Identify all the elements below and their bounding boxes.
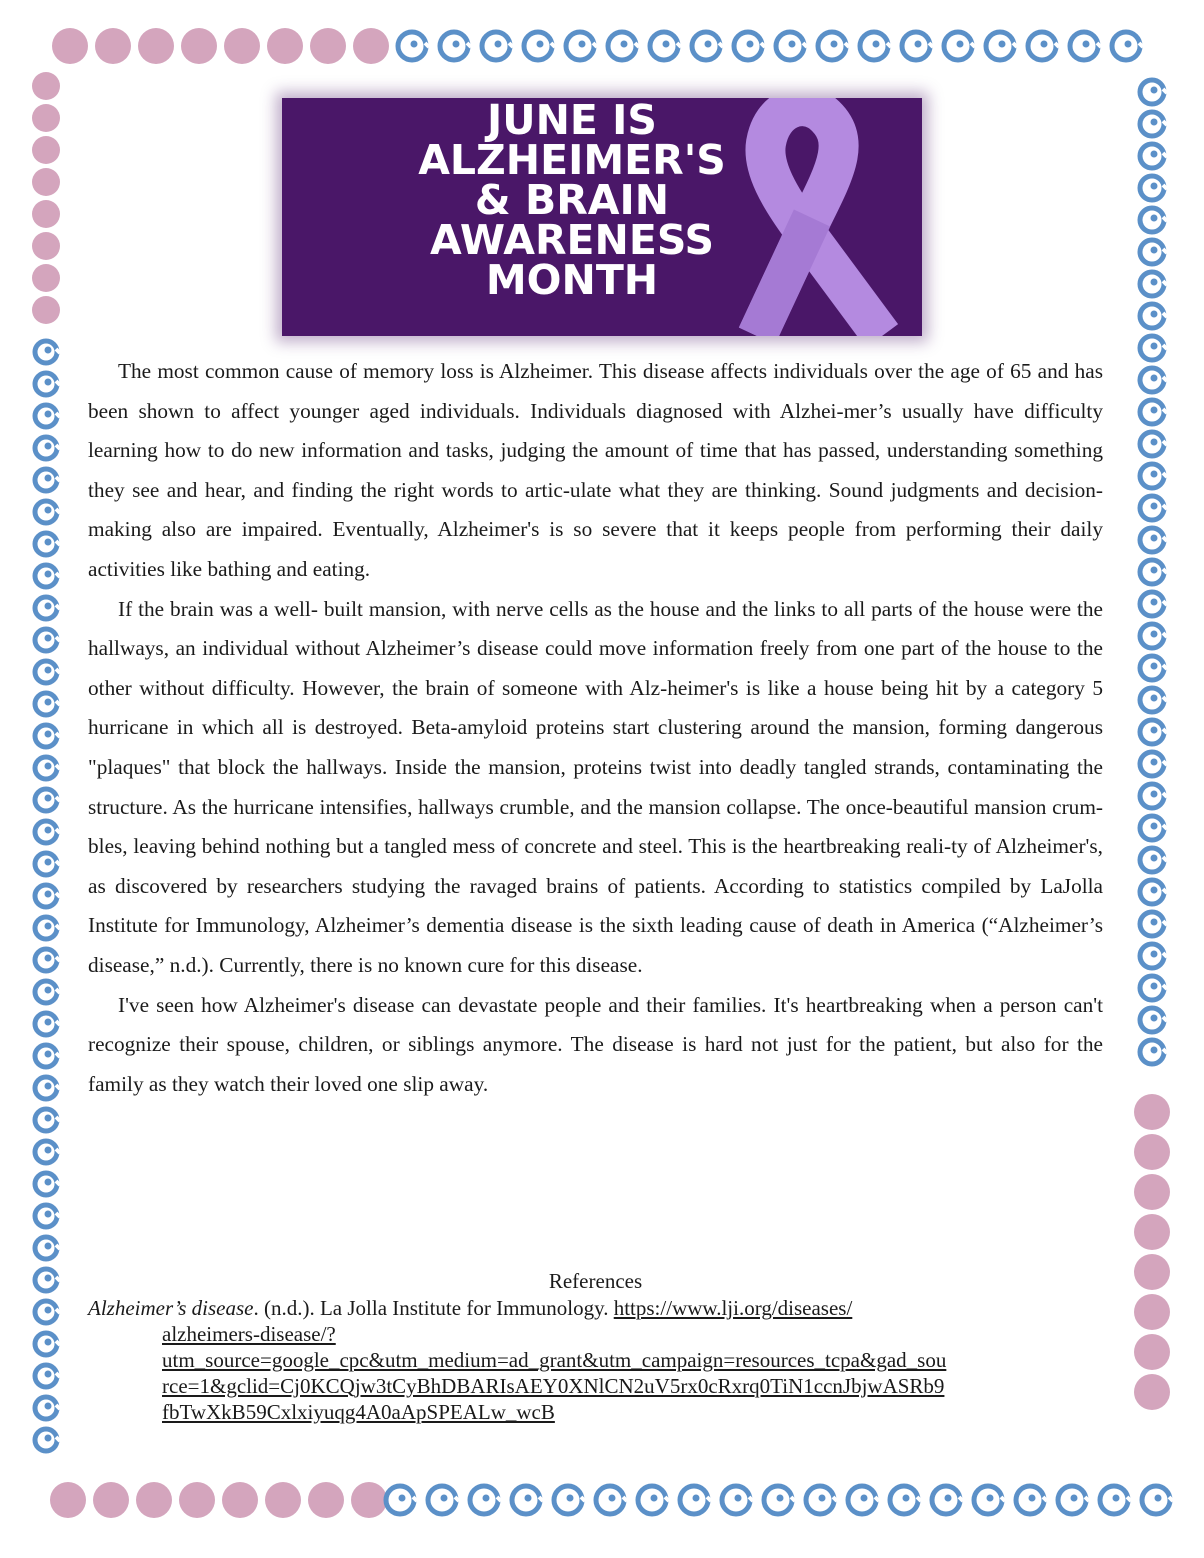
pink-dot bbox=[32, 200, 60, 228]
blue-swirl bbox=[1140, 368, 1167, 392]
pink-dot bbox=[265, 1482, 301, 1518]
blue-swirl bbox=[524, 32, 555, 60]
pink-dot bbox=[138, 28, 174, 64]
blue-swirl bbox=[722, 1486, 753, 1514]
pink-dot bbox=[50, 1482, 86, 1518]
blue-swirl bbox=[1140, 592, 1167, 616]
blue-swirl bbox=[1140, 752, 1167, 776]
pink-dot bbox=[224, 28, 260, 64]
banner-line: & BRAIN bbox=[474, 176, 670, 224]
blue-swirl bbox=[974, 1486, 1005, 1514]
blue-swirl bbox=[1140, 272, 1167, 296]
blue-swirl bbox=[890, 1486, 921, 1514]
blue-swirl bbox=[35, 373, 60, 395]
paragraph: The most common cause of memory loss is Alzheimer. This disease affects individuals over the age of 65 and has been shown to affect younger aged individuals. Individuals diagnosed with Alzhei-mer’s usually have difficulty learning how to do new information and tasks, judging the amount of time that has passed, understanding something they see and hear, and finding the right words to artic-ulate what they are thinking. Sound judgments and decision-making also are impaired. Eventually, Alzheimer's is so severe that it keeps people from performing their daily activities like bathing and eating. bbox=[88, 359, 1103, 581]
blue-swirl bbox=[35, 597, 60, 619]
paragraph: If the brain was a well- built mansion, with nerve cells as the house and the links to all parts of the house were the hallways, an individual without Alzheimer’s disease could move information freely from one part of the house to the other without difficulty. However, the brain of someone with Alz-heimer's is like a house being hit by a category 5 hurricane in which all is destroyed. Beta-amyloid proteins start clustering around the mansion, forming dangerous "plaques" that block the hallways. Inside the mansion, proteins twist into deadly tangled strands, contaminating the structure. As the hurricane intensifies, hallways crumble, and the mansion collapse. The once-beautiful mansion crum-bles, leaving behind nothing but a tangled mess of concrete and steel. This is the heartbreaking reali-ty of Alzheimer's, as discovered by researchers studying the ravaged brains of patients. According to statistics compiled by LaJolla Institute for Immunology, Alzheimer’s dementia disease is the sixth leading cause of death in America (“Alzheimer’s disease,” n.d.). Currently, there is no known cure for this disease. bbox=[88, 596, 1103, 977]
blue-swirl bbox=[806, 1486, 837, 1514]
blue-swirl bbox=[35, 1173, 60, 1195]
pink-dot bbox=[136, 1482, 172, 1518]
pink-dot bbox=[32, 232, 60, 260]
reference-source: . (n.d.). La Jolla Institute for Immunology. bbox=[253, 1296, 614, 1320]
blue-swirl bbox=[1140, 496, 1167, 520]
pink-dot bbox=[267, 28, 303, 64]
pink-dot bbox=[52, 28, 88, 64]
blue-swirl bbox=[35, 1109, 60, 1131]
blue-swirl bbox=[428, 1486, 459, 1514]
blue-swirl bbox=[680, 1486, 711, 1514]
blue-swirl bbox=[35, 533, 60, 555]
pink-dot bbox=[1134, 1094, 1170, 1130]
blue-swirl bbox=[1140, 624, 1167, 648]
blue-swirl bbox=[1140, 784, 1167, 808]
pink-dot bbox=[179, 1482, 215, 1518]
blue-swirl bbox=[35, 341, 60, 363]
blue-swirl bbox=[482, 32, 513, 60]
blue-swirl bbox=[1140, 304, 1167, 328]
pink-dot bbox=[32, 168, 60, 196]
pink-dot bbox=[32, 296, 60, 324]
reference-link[interactable]: alzheimers-disease/? bbox=[162, 1322, 336, 1346]
blue-swirl bbox=[1140, 1040, 1167, 1064]
reference-link[interactable]: https://www.lji.org/diseases/ bbox=[613, 1296, 853, 1320]
paragraph: I've seen how Alzheimer's disease can devastate people and their families. It's heartbreaking when a person can't recognize their spouse, children, or siblings anymore. The disease is hard not just for the patient, but also for the family as they watch their loved one slip away. bbox=[88, 992, 1103, 1096]
pink-dot bbox=[1134, 1374, 1170, 1410]
pink-dot bbox=[1134, 1214, 1170, 1250]
blue-swirl bbox=[440, 32, 471, 60]
blue-swirl bbox=[35, 885, 60, 907]
blue-swirl bbox=[35, 1045, 60, 1067]
blue-swirl bbox=[848, 1486, 879, 1514]
blue-swirl bbox=[860, 32, 891, 60]
blue-swirl bbox=[734, 32, 765, 60]
blue-swirl bbox=[1140, 400, 1167, 424]
blue-swirl bbox=[35, 405, 60, 427]
blue-swirl bbox=[1140, 1008, 1167, 1032]
blue-swirl bbox=[35, 437, 60, 459]
pink-dot bbox=[1134, 1134, 1170, 1170]
blue-swirl bbox=[35, 949, 60, 971]
blue-swirl bbox=[1140, 944, 1167, 968]
blue-swirl bbox=[1140, 112, 1167, 136]
reference-link[interactable]: rce=1&gclid=Cj0KCQjw3tCyBhDBARIsAEY0XNlCN2uV5rx0cRxrq0TiN1ccnJbjwASRb9 bbox=[162, 1374, 945, 1398]
blue-swirl bbox=[818, 32, 849, 60]
blue-swirl bbox=[35, 1301, 60, 1323]
blue-swirl bbox=[986, 32, 1017, 60]
pink-dot bbox=[95, 28, 131, 64]
pink-dot bbox=[353, 28, 389, 64]
blue-swirl bbox=[1140, 816, 1167, 840]
awareness-banner bbox=[282, 98, 922, 336]
blue-swirl bbox=[1140, 560, 1167, 584]
blue-swirl bbox=[1140, 912, 1167, 936]
pink-dot bbox=[1134, 1334, 1170, 1370]
blue-swirl bbox=[554, 1486, 585, 1514]
blue-swirl bbox=[1140, 80, 1167, 104]
reference-title: Alzheimer’s disease bbox=[88, 1296, 254, 1320]
blue-swirl bbox=[1142, 1486, 1173, 1514]
blue-swirl bbox=[35, 661, 60, 683]
pink-dot bbox=[32, 72, 60, 100]
pink-dot bbox=[310, 28, 346, 64]
pink-dot bbox=[32, 104, 60, 132]
blue-swirl bbox=[692, 32, 723, 60]
pink-dot bbox=[181, 28, 217, 64]
blue-swirl bbox=[35, 1205, 60, 1227]
blue-swirl bbox=[35, 1077, 60, 1099]
blue-swirl bbox=[902, 32, 933, 60]
blue-swirl bbox=[35, 1333, 60, 1355]
blue-swirl bbox=[1112, 32, 1143, 60]
pink-dot bbox=[351, 1482, 387, 1518]
pink-dot bbox=[93, 1482, 129, 1518]
blue-swirl bbox=[650, 32, 681, 60]
blue-swirl bbox=[35, 789, 60, 811]
blue-swirl bbox=[776, 32, 807, 60]
blue-swirl bbox=[470, 1486, 501, 1514]
blue-swirl bbox=[398, 32, 429, 60]
blue-swirl bbox=[1140, 688, 1167, 712]
blue-swirl bbox=[932, 1486, 963, 1514]
blue-swirl bbox=[35, 1365, 60, 1387]
banner-line: MONTH bbox=[485, 256, 659, 304]
blue-swirl bbox=[35, 981, 60, 1003]
blue-swirl bbox=[35, 1429, 60, 1451]
references-heading: References bbox=[548, 1269, 643, 1293]
blue-swirl bbox=[35, 1141, 60, 1163]
reference-link[interactable]: fbTwXkB59Cxlxiyuqg4A0aApSPEALw_wcB bbox=[162, 1400, 555, 1424]
blue-swirl bbox=[35, 757, 60, 779]
banner-line: AWARENESS bbox=[429, 216, 715, 264]
reference-link[interactable]: utm_source=google_cpc&utm_medium=ad_grant&utm_campaign=resources_tcpa&gad_sou bbox=[162, 1348, 947, 1372]
blue-swirl bbox=[35, 629, 60, 651]
blue-swirl bbox=[35, 469, 60, 491]
blue-swirl bbox=[1140, 336, 1167, 360]
blue-swirl bbox=[1140, 208, 1167, 232]
pink-dot bbox=[32, 136, 60, 164]
blue-swirl bbox=[1100, 1486, 1131, 1514]
blue-swirl bbox=[1140, 656, 1167, 680]
blue-swirl bbox=[1140, 880, 1167, 904]
blue-swirl bbox=[608, 32, 639, 60]
blue-swirl bbox=[35, 725, 60, 747]
pink-dot bbox=[1134, 1254, 1170, 1290]
blue-swirl bbox=[35, 1013, 60, 1035]
banner-line: ALZHEIMER'S bbox=[418, 136, 726, 184]
blue-swirl bbox=[1140, 528, 1167, 552]
pink-dot bbox=[32, 264, 60, 292]
blue-swirl bbox=[638, 1486, 669, 1514]
blue-swirl bbox=[1058, 1486, 1089, 1514]
blue-swirl bbox=[944, 32, 975, 60]
blue-swirl bbox=[35, 565, 60, 587]
blue-swirl bbox=[1028, 32, 1059, 60]
article-body bbox=[88, 352, 1103, 1104]
blue-swirl bbox=[1140, 848, 1167, 872]
blue-swirl bbox=[512, 1486, 543, 1514]
blue-swirl bbox=[35, 917, 60, 939]
blue-swirl bbox=[1140, 144, 1167, 168]
blue-swirl bbox=[35, 501, 60, 523]
pink-dot bbox=[222, 1482, 258, 1518]
blue-swirl bbox=[386, 1486, 417, 1514]
blue-swirl bbox=[1140, 176, 1167, 200]
awareness-ribbon-icon bbox=[662, 98, 922, 336]
blue-swirl bbox=[764, 1486, 795, 1514]
blue-swirl bbox=[1140, 720, 1167, 744]
blue-swirl bbox=[596, 1486, 627, 1514]
blue-swirl bbox=[35, 1269, 60, 1291]
blue-swirl bbox=[35, 821, 60, 843]
blue-swirl bbox=[1140, 976, 1167, 1000]
blue-swirl bbox=[1140, 464, 1167, 488]
reference-entry bbox=[88, 1295, 1100, 1425]
blue-swirl bbox=[35, 853, 60, 875]
blue-swirl bbox=[35, 693, 60, 715]
blue-swirl bbox=[1140, 432, 1167, 456]
blue-swirl bbox=[1140, 240, 1167, 264]
pink-dot bbox=[308, 1482, 344, 1518]
blue-swirl bbox=[1070, 32, 1101, 60]
blue-swirl bbox=[35, 1237, 60, 1259]
blue-swirl bbox=[566, 32, 597, 60]
banner-line: JUNE IS bbox=[487, 98, 657, 144]
pink-dot bbox=[1134, 1174, 1170, 1210]
blue-swirl bbox=[35, 1397, 60, 1419]
blue-swirl bbox=[1016, 1486, 1047, 1514]
pink-dot bbox=[1134, 1294, 1170, 1330]
